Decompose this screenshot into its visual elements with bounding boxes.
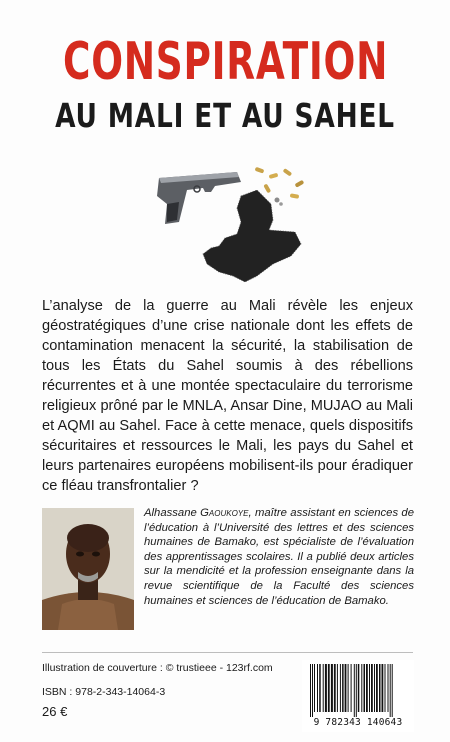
barcode-bar <box>340 664 341 712</box>
barcode-bar <box>385 664 386 712</box>
title-line-1: CONSPIRATION <box>63 32 389 92</box>
barcode-bar <box>392 664 393 718</box>
barcode-bar <box>388 664 389 712</box>
barcode-bar <box>323 664 324 712</box>
mali-map-icon <box>203 190 301 282</box>
isbn: ISBN : 978-2-343-14064-3 <box>42 686 166 698</box>
barcode-bar <box>342 664 344 712</box>
barcode-bar <box>328 664 330 712</box>
barcode-bar <box>317 664 318 712</box>
barcode-bar <box>361 664 362 712</box>
author-bio-text: , maître assistant en sciences de l’éducation à l’Université des lettres et des sciences humaines de Bamako, est spécialiste de l’évaluation des apprentissages scolaires. Il a publié deux articles sur la mendicité et la profession enseignante dans la revue scientifique de la Faculté des sciences humaines et sciences de l’éducation de Bamako. <box>144 507 414 607</box>
barcode-bar <box>390 664 391 718</box>
illustration-credit: Illustration de couverture : © trustieee - 123rf.com <box>42 662 273 674</box>
barcode-bar <box>379 664 381 712</box>
barcode-bar <box>374 664 375 712</box>
barcode-bar <box>337 664 338 712</box>
price: 26 € <box>42 704 68 719</box>
barcode-bar <box>376 664 378 712</box>
barcode-bar <box>351 664 352 712</box>
barcode-bar <box>325 664 327 712</box>
barcode-bar <box>371 664 373 712</box>
barcode-bar <box>356 664 357 718</box>
barcode-bar <box>348 664 349 712</box>
barcode-bar <box>334 664 336 712</box>
barcode-bar <box>364 664 366 712</box>
barcode-digits: 9 782343 140643 <box>302 717 414 728</box>
barcode-bar <box>369 664 370 712</box>
barcode-bar <box>312 664 313 718</box>
footer-divider <box>42 652 413 653</box>
back-cover-blurb: L’analyse de la guerre au Mali révèle les enjeux géostratégiques d’une crise nationale dont les effets de contamination menacent la sécurité, la stabilisation de tous les États du Sahel soumis à des rébellions récurrentes et à une montée spectaculaire du terrorisme religieux prôné par le MNLA, Ansar Dine, MUJAO au Mali et AQMI au Sahel. Face à cette menace, quels dispositifs sécuritaires et ressources le Mali, les pays du Sahel et leurs partenaires européens mobilisent-ils pour éradiquer ce fléau transfrontalier ? <box>42 298 413 494</box>
author-first-name: Alhassane <box>144 507 197 519</box>
author-bio <box>144 506 414 608</box>
barcode-bar <box>358 664 360 712</box>
title-line-2: AU MALI ET AU SAHEL <box>55 96 395 135</box>
pistol-icon <box>157 172 241 224</box>
barcode-bar <box>382 664 384 712</box>
barcode-bar <box>366 664 368 712</box>
author-last-name: Gaoukoye <box>200 507 249 519</box>
barcode-bar <box>319 664 321 712</box>
barcode-bar <box>310 664 311 718</box>
cover-illustration <box>145 160 315 285</box>
barcode-bar <box>345 664 347 712</box>
barcode-bar <box>331 664 333 712</box>
barcode-bar <box>314 664 315 712</box>
barcode-bar <box>354 664 355 718</box>
author-photo <box>42 508 134 630</box>
